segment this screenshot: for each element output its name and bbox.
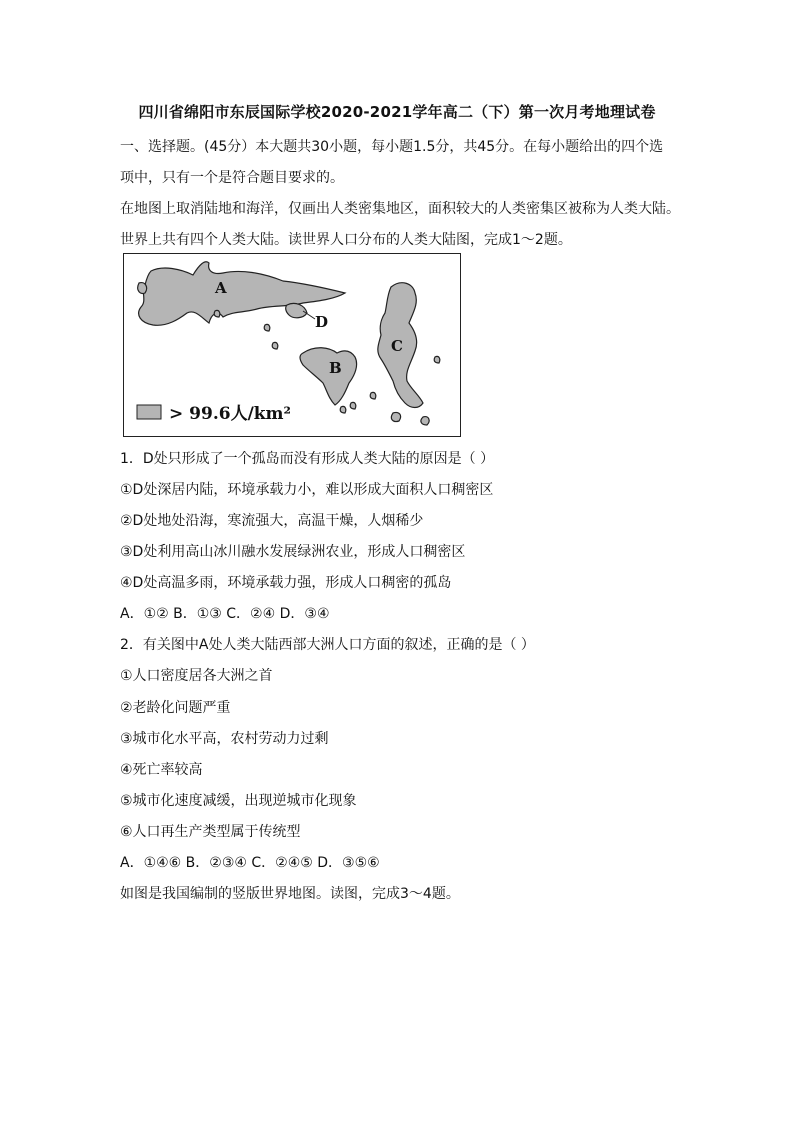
q1-choices: A．①② B．①③ C．②④ D．③④ xyxy=(120,606,330,622)
q1-option-1: ①D处深居内陆，环境承载力小，难以形成大面积人口稠密区 xyxy=(120,482,494,498)
q2-option-3: ③城市化水平高，农村劳动力过剩 xyxy=(120,731,329,747)
q3-intro: 如图是我国编制的竖版世界地图。读图，完成3～4题。 xyxy=(120,886,460,902)
q1-option-3: ③D处利用高山冰川融水发展绿洲农业，形成人口稠密区 xyxy=(120,544,466,560)
q2-choices: A．①④⑥ B．②③④ C．②④⑤ D．③⑤⑥ xyxy=(120,855,380,871)
region-c-label: C xyxy=(391,337,403,355)
q2-option-5: ⑤城市化速度减缓，出现逆城市化现象 xyxy=(120,793,357,809)
population-density-map xyxy=(123,253,461,437)
page-title: 四川省绵阳市东辰国际学校2020-2021学年高二（下）第一次月考地理试卷 xyxy=(138,103,656,121)
q1-stem: 1．D处只形成了一个孤岛而没有形成人类大陆的原因是（ ） xyxy=(120,451,495,467)
q2-option-1: ①人口密度居各大洲之首 xyxy=(120,668,273,684)
q2-option-4: ④死亡率较高 xyxy=(120,762,203,778)
region-a-label: A xyxy=(215,279,227,297)
q2-stem: 2．有关图中A处人类大陆西部大洲人口方面的叙述，正确的是（ ） xyxy=(120,637,535,653)
legend-swatch xyxy=(137,405,161,419)
q2-option-2: ②老龄化问题严重 xyxy=(120,700,231,716)
region-d-label: D xyxy=(315,313,329,331)
section-instruction-line-2: 项中，只有一个是符合题目要求的。 xyxy=(120,170,344,186)
legend-label: > 99.6人/km² xyxy=(169,404,291,424)
q2-option-6: ⑥人口再生产类型属于传统型 xyxy=(120,824,301,840)
q1-option-4: ④D处高温多雨，环境承载力强，形成人口稠密的孤岛 xyxy=(120,575,452,591)
q1-option-2: ②D处地处沿海，寒流强大，高温干燥，人烟稀少 xyxy=(120,513,424,529)
intro-line-2: 世界上共有四个人类大陆。读世界人口分布的人类大陆图，完成1～2题。 xyxy=(120,232,572,248)
section-instruction-line-1: 一、选择题。(45分）本大题共30小题，每小题1.5分，共45分。在每小题给出的四个选 xyxy=(120,139,664,155)
intro-line-1: 在地图上取消陆地和海洋，仅画出人类密集地区，面积较大的人类密集区被称为人类大陆。 xyxy=(120,201,680,217)
region-b-label: B xyxy=(329,359,342,377)
